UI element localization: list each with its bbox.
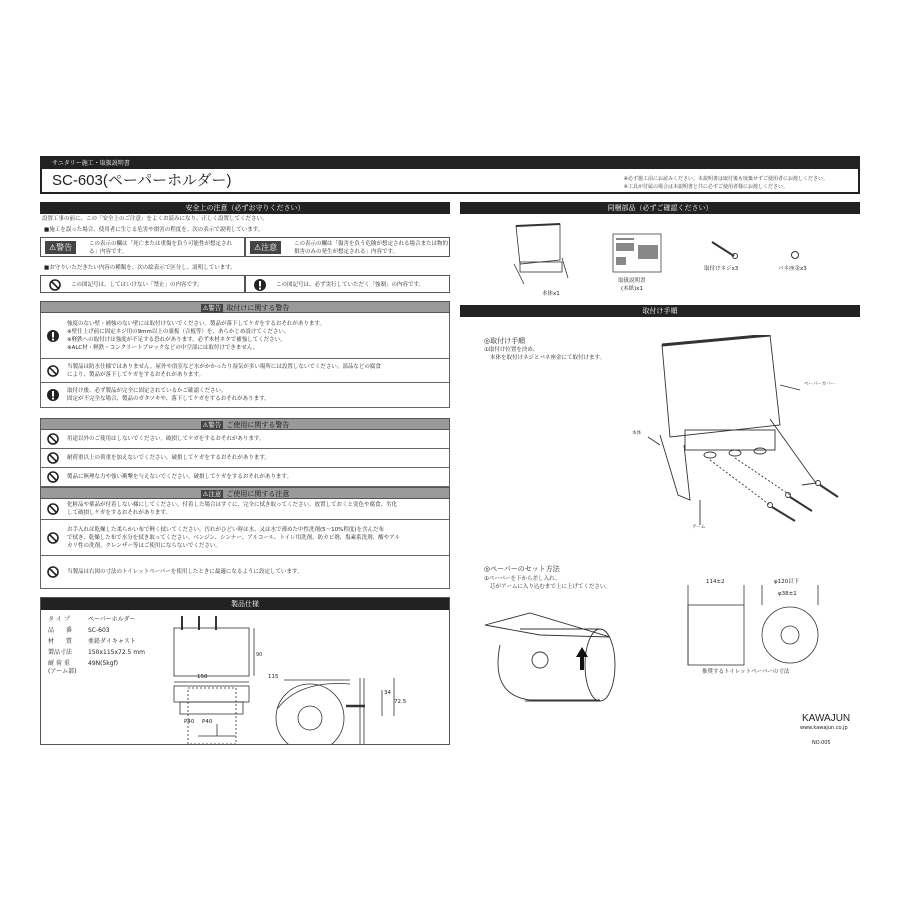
brand-logo: KAWAJUN: [802, 713, 851, 724]
mandatory-legend: [245, 275, 450, 293]
label-body: 本体: [632, 431, 641, 436]
document-number: NO.005: [812, 740, 831, 746]
document-header: [40, 156, 860, 194]
roll-caption: 推奨するトイレットペーパーの寸法: [702, 669, 790, 675]
caution-badge: ⚠注意: [250, 241, 281, 254]
dim-pitch-1: P40: [184, 719, 195, 725]
document-title: SC-603(ペーパーホルダー): [52, 172, 232, 189]
prohibit-icon: [47, 471, 59, 483]
install-warning-item-2: 当製品は防水仕様ではありません。屋外や浴室など水がかかったり湿気が多い場所には設置しないでください。部品などの腐食 により、製品が落下してケガをするおそれがあります。: [40, 359, 450, 383]
install-step-1: ①取付け位置を決め、: [484, 347, 539, 353]
recommended-roll-drawing: [680, 585, 830, 670]
usage-warning-item-3: 製品に無理な力や強い衝撃を与えないでください。破損してケガをするおそれがあります。: [40, 468, 450, 487]
usage-caution-item-1: 化粧品や薬品が付着しない様にしてください。付着した場合はすぐに、完全に拭き取ってください。放置しておくと変色や腐食、劣化 して破損しケガをするおそれがあります。: [40, 499, 450, 520]
holder-body-illustration: [510, 222, 570, 287]
roll-width-dim: 114±2: [706, 579, 725, 585]
roll-diameter-dim: φ120以下: [774, 579, 800, 585]
install-step-1b: 本体を取付けネジとバネ座金にて取付けます。: [490, 355, 606, 361]
dim-screw: 34: [384, 690, 391, 696]
warning-legend: [40, 237, 245, 257]
dim-pitch-2: P40: [202, 719, 213, 725]
spring-washer-icon: [790, 250, 800, 260]
usage-caution-item-3: 当製品は右図の寸法のトイレットペーパーを使用したときに最適になるように設定しています。: [40, 556, 450, 589]
caution-tag: ⚠注意: [202, 490, 222, 498]
warning-desc: この表示の欄は「死亡または重傷を負う可能性が想定される」内容です。: [89, 241, 233, 255]
prohibit-icon: [47, 365, 59, 377]
prohibit-icon: [49, 279, 61, 291]
prohibit-icon: [47, 503, 59, 515]
install-title: 取付け手順: [460, 305, 860, 317]
core-diameter-dim: φ38±1: [778, 591, 797, 597]
safety-note1: ■施工を誤った場合、使用者に生じる危害や損害の程度を、次の表示で説明しています。: [44, 227, 264, 233]
mandatory-icon: [254, 279, 266, 291]
parts-title: 同梱部品（必ずご確認ください）: [460, 202, 860, 214]
usage-caution-header: ⚠注意 ご使用に関する注意: [40, 487, 450, 499]
paper-step-1: ①ペーパーを下から差し入れ、: [484, 576, 561, 582]
usage-caution-item-2: お手入れは乾燥した柔らかい布で軽く拭いてください。汚れがひどい時は水、又は水で薄めた中性洗剤(5〜10%程度)を含んだ布 で拭き、乾燥した布で水分を拭き取ってください。ベンジン、シンナー、アルコール、トイレ用洗剤、防カビ剤、塩素系洗剤、酸やアル カリ性の洗剤、クレンザー等はご使用にならないでください。: [40, 520, 450, 556]
install-warning-item-3: 取付け後、必ず製品が完全に固定されているかご確認ください。 固定が不完全な場合、製品のガタツキや、落下してケガをするおそれがあります。: [40, 383, 450, 408]
spec-row: タ イ プ ペーパーホルダー: [48, 616, 136, 623]
dim-depth: 115: [268, 674, 279, 680]
safety-title: 安全上の注意（必ずお守りください）: [40, 202, 450, 214]
paper-set-heading: ◎ペーパーのセット方法: [484, 565, 560, 573]
usage-warning-item-2: 耐荷重以上の荷重を加えないでください。破損してケガをするおそれがあります。: [40, 449, 450, 468]
usage-warning-header: ⚠警告 ご使用に関する警告: [40, 418, 450, 430]
caution-desc: この表示の欄は「傷害を負う危険が想定される場合または物的損害のみの発生が想定される」内容です。: [294, 241, 449, 255]
spec-dimension-drawing: [150, 608, 450, 744]
paper-step-1b: 芯がアームに入り込むまで上に上げてください。: [490, 584, 611, 590]
mandatory-icon: [47, 330, 59, 342]
warning-badge: ⚠警告: [45, 241, 76, 254]
prohibit-icon: [47, 566, 59, 578]
dim-width: 150: [197, 674, 208, 680]
spec-row: 材 質 亜鉛ダイキャスト: [48, 638, 136, 645]
safety-intro: 設置工事の前に、この「安全上のご注意」をよくお読みになり、正しく設置してください。: [42, 216, 268, 222]
prohibit-icon: [47, 433, 59, 445]
mandatory-desc: この図記号は、必ず実行していただく「強制」の内容です。: [276, 282, 425, 288]
header-notes: ※必ず施工前にお読みください。本説明書は取付後も廃棄せずご使用者にお渡しください。 ※工具が付属の場合は本説明書と共に必ずご使用者様にお渡しください。: [623, 176, 828, 190]
warning-tag: ⚠警告: [202, 421, 222, 429]
install-warning-header: ⚠警告 取付けに関する警告: [40, 301, 450, 313]
prohibit-legend: [40, 275, 245, 293]
svg-text:90: 90: [256, 652, 263, 658]
part-label-manual-sub: (本紙)x1: [621, 286, 644, 292]
brand-url[interactable]: www.kawajun.co.jp: [800, 725, 848, 731]
screw-icon: [710, 240, 740, 260]
warning-tag: ⚠警告: [202, 304, 222, 312]
usage-warning-item-1: 用途以外のご使用はしないでください。破損してケガをするおそれがあります。: [40, 430, 450, 449]
install-step-heading: ◎取付け手順: [484, 337, 526, 345]
label-arm: アーム: [692, 525, 706, 530]
install-warning-item-1: 強度のない壁・補強のない壁には取付けないでください。製品が落下してケガをするおそれがあります。 ※壁仕上げ前に固定ネジ用の9mm以上の裏板（合板等）を、あらかじめ設けてください。 ※軽鉄への取付けは強度が不足する恐れがあります。必ず木材ネタで補強してください。 ※ALC材・軽鉄・コンクリートブロックなどの中空部には取付けできません。: [40, 313, 450, 359]
part-label-body: 本体x1: [542, 291, 560, 297]
spec-row: 耐 荷 重 49N(5kgf): [48, 660, 119, 667]
part-label-screw: 取付けネジx3: [704, 266, 739, 272]
spec-row: 品 番 SC-603: [48, 627, 110, 634]
paper-set-illustration: [480, 605, 630, 710]
dim-total: 72.5: [394, 699, 407, 705]
manual-illustration: [612, 233, 662, 273]
label-paper-cover: ペーパーカバー: [804, 382, 836, 387]
safety-note2: ■お守りいただきたい内容の種類を、次の絵表示で区分し、説明しています。: [44, 265, 236, 271]
installation-exploded-diagram: [640, 335, 840, 525]
prohibit-desc: この図記号は、してはいけない「禁止」の内容です。: [71, 282, 203, 288]
document-category: サニタリー施工・取扱説明書: [42, 158, 858, 169]
specs-table: タ イ プ ペーパーホルダー 品 番 SC-603 材 質 亜鉛ダイキャスト 製品寸法 150x115x72.5 mm 耐 荷 重 49N(5kgf) (アーム部): [48, 616, 145, 675]
part-label-manual: 取扱説明書: [618, 278, 646, 284]
prohibit-icon: [47, 452, 59, 464]
mandatory-icon: [47, 389, 59, 401]
specs-title: 製品仕様: [41, 598, 449, 610]
prohibit-icon: [47, 532, 59, 544]
caution-legend: [245, 237, 450, 257]
spec-row: 製品寸法 150x115x72.5 mm: [48, 649, 145, 656]
part-label-washer: バネ座金x3: [778, 266, 807, 272]
